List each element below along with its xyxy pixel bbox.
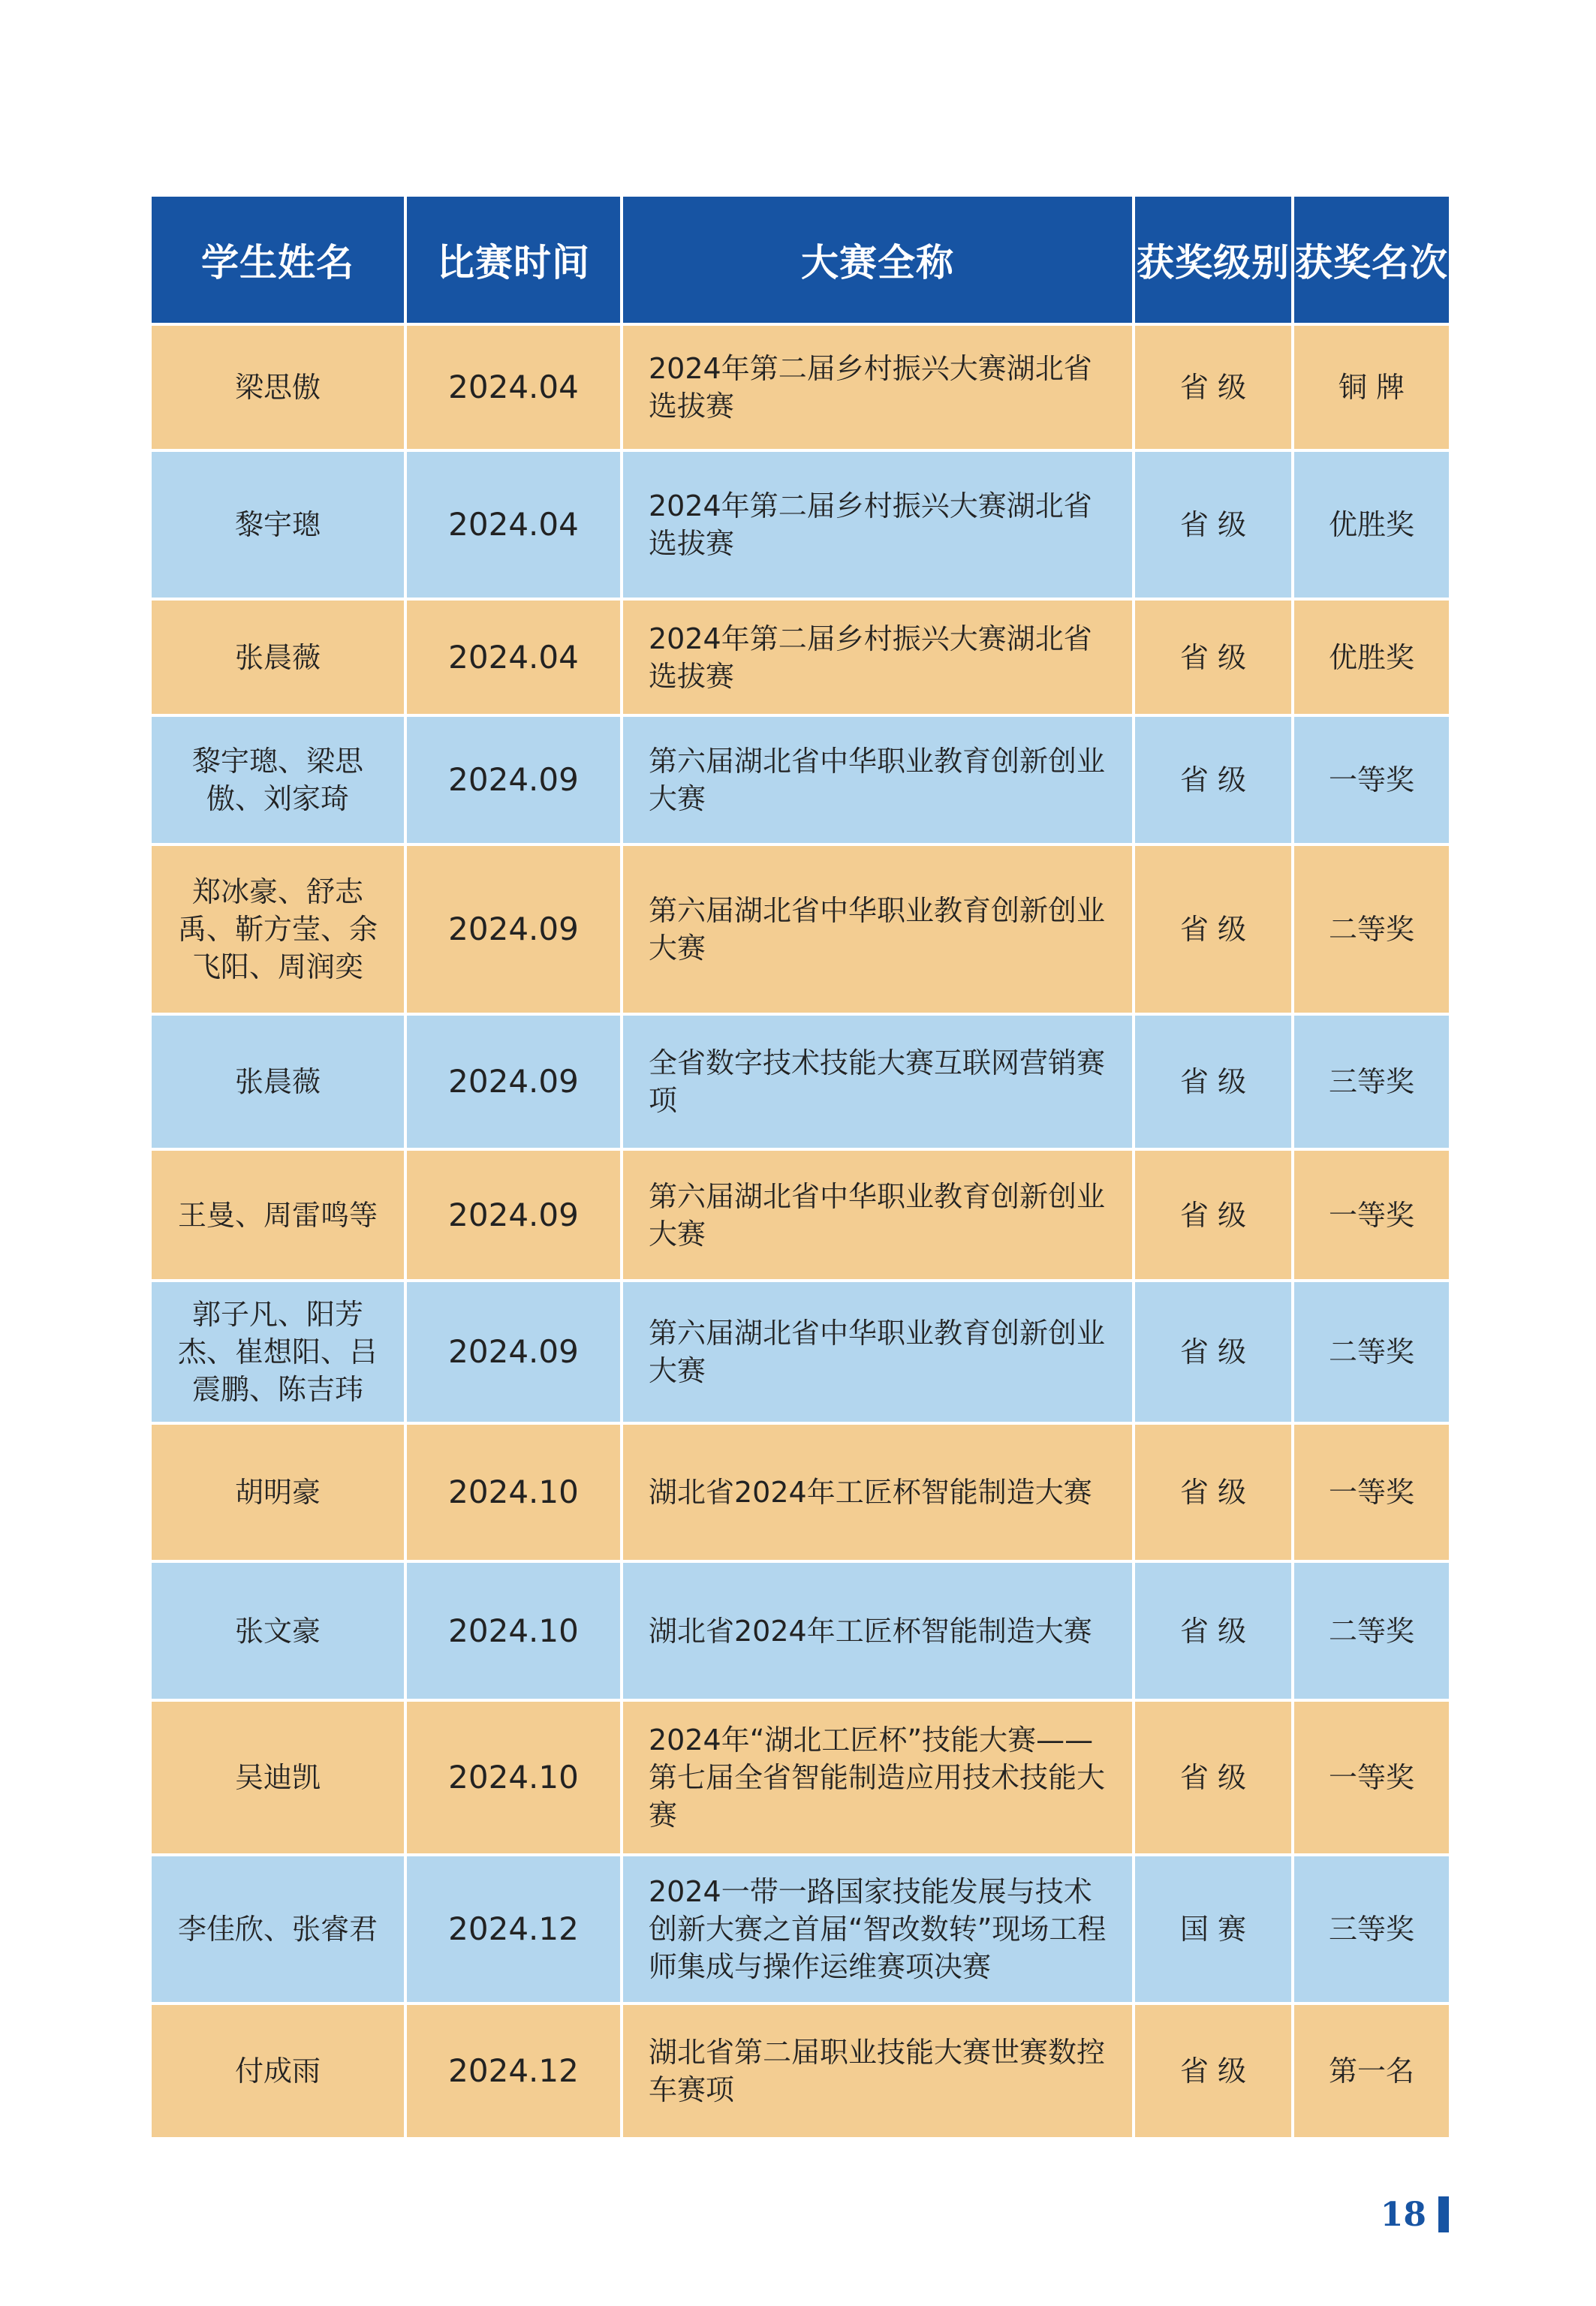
- table-row: [150, 599, 1450, 715]
- header-award-level: 获奖级别: [1134, 195, 1293, 324]
- competition-cell: 第六届湖北省中华职业教育创新创业大赛: [622, 844, 1134, 1014]
- student-names-cell: 郑冰豪、舒志禹、靳方莹、余飞阳、周润奕: [150, 844, 405, 1014]
- level-cell: 省 级: [1134, 1281, 1293, 1423]
- header-competition-date: 比赛时间: [405, 195, 622, 324]
- student-names-cell: 张晨薇: [150, 1014, 405, 1149]
- level-cell: 省 级: [1134, 450, 1293, 599]
- date-cell: 2024.10: [405, 1561, 622, 1700]
- competition-cell: 第六届湖北省中华职业教育创新创业大赛: [622, 1281, 1134, 1423]
- table-row: [150, 1561, 1450, 1700]
- page-number: [1381, 2192, 1449, 2237]
- table-row: [150, 1149, 1450, 1281]
- date-cell: 2024.04: [405, 599, 622, 715]
- competition-cell: 湖北省2024年工匠杯智能制造大赛: [622, 1423, 1134, 1561]
- rank-cell: 一等奖: [1293, 1423, 1450, 1561]
- student-names-cell: 张文豪: [150, 1561, 405, 1700]
- rank-cell: 铜 牌: [1293, 324, 1450, 450]
- date-cell: 2024.09: [405, 1014, 622, 1149]
- table-row: [150, 324, 1450, 450]
- date-cell: 2024.12: [405, 2003, 622, 2139]
- level-cell: 省 级: [1134, 1149, 1293, 1281]
- page-number-text: 18: [1380, 2195, 1426, 2234]
- rank-cell: 一等奖: [1293, 715, 1450, 844]
- competition-cell: 湖北省2024年工匠杯智能制造大赛: [622, 1561, 1134, 1700]
- level-cell: 省 级: [1134, 2003, 1293, 2139]
- student-names-cell: 黎宇璁: [150, 450, 405, 599]
- competition-cell: 第六届湖北省中华职业教育创新创业大赛: [622, 715, 1134, 844]
- rank-cell: 一等奖: [1293, 1149, 1450, 1281]
- rank-cell: 优胜奖: [1293, 450, 1450, 599]
- date-cell: 2024.04: [405, 324, 622, 450]
- rank-cell: 二等奖: [1293, 1561, 1450, 1700]
- competition-cell: 全省数字技术技能大赛互联网营销赛项: [622, 1014, 1134, 1149]
- level-cell: 省 级: [1134, 1014, 1293, 1149]
- table-row: [150, 1700, 1450, 1855]
- date-cell: 2024.09: [405, 844, 622, 1014]
- rank-cell: 三等奖: [1293, 1855, 1450, 2003]
- level-cell: 省 级: [1134, 1561, 1293, 1700]
- table-row: [150, 1423, 1450, 1561]
- rank-cell: 第一名: [1293, 2003, 1450, 2139]
- header-competition-name: 大赛全称: [622, 195, 1134, 324]
- rank-cell: 二等奖: [1293, 844, 1450, 1014]
- student-names-cell: 李佳欣、张睿君: [150, 1855, 405, 2003]
- table-row: [150, 1281, 1450, 1423]
- student-names-cell: 吴迪凯: [150, 1700, 405, 1855]
- table-header-row: [150, 195, 1450, 324]
- rank-cell: 优胜奖: [1293, 599, 1450, 715]
- date-cell: 2024.12: [405, 1855, 622, 2003]
- student-names-cell: 胡明豪: [150, 1423, 405, 1561]
- date-cell: 2024.10: [405, 1423, 622, 1561]
- level-cell: 省 级: [1134, 1700, 1293, 1855]
- table-row: [150, 450, 1450, 599]
- table-row: [150, 1855, 1450, 2003]
- level-cell: 省 级: [1134, 324, 1293, 450]
- competition-cell: 2024年第二届乡村振兴大赛湖北省选拔赛: [622, 324, 1134, 450]
- competition-cell: 2024年第二届乡村振兴大赛湖北省选拔赛: [622, 450, 1134, 599]
- student-names-cell: 付成雨: [150, 2003, 405, 2139]
- page-number-bar: [1438, 2196, 1449, 2232]
- rank-cell: 二等奖: [1293, 1281, 1450, 1423]
- table-row: [150, 2003, 1450, 2139]
- student-names-cell: 张晨薇: [150, 599, 405, 715]
- header-award-rank: 获奖名次: [1293, 195, 1450, 324]
- student-names-cell: 郭子凡、阳芳杰、崔想阳、吕震鹏、陈吉玮: [150, 1281, 405, 1423]
- rank-cell: 三等奖: [1293, 1014, 1450, 1149]
- header-student-name: 学生姓名: [150, 195, 405, 324]
- rank-cell: 一等奖: [1293, 1700, 1450, 1855]
- student-names-cell: 黎宇璁、梁思傲、刘家琦: [150, 715, 405, 844]
- competition-cell: 湖北省第二届职业技能大赛世赛数控车赛项: [622, 2003, 1134, 2139]
- level-cell: 省 级: [1134, 844, 1293, 1014]
- date-cell: 2024.09: [405, 1149, 622, 1281]
- level-cell: 国 赛: [1134, 1855, 1293, 2003]
- date-cell: 2024.10: [405, 1700, 622, 1855]
- level-cell: 省 级: [1134, 1423, 1293, 1561]
- competition-cell: 2024一带一路国家技能发展与技术创新大赛之首届“智改数转”现场工程师集成与操作运维赛项决赛: [622, 1855, 1134, 2003]
- competition-cell: 2024年第二届乡村振兴大赛湖北省选拔赛: [622, 599, 1134, 715]
- date-cell: 2024.04: [405, 450, 622, 599]
- competition-cell: 2024年“湖北工匠杯”技能大赛——第七届全省智能制造应用技术技能大赛: [622, 1700, 1134, 1855]
- table-row: [150, 844, 1450, 1014]
- student-names-cell: 梁思傲: [150, 324, 405, 450]
- student-names-cell: 王曼、周雷鸣等: [150, 1149, 405, 1281]
- competition-cell: 第六届湖北省中华职业教育创新创业大赛: [622, 1149, 1134, 1281]
- date-cell: 2024.09: [405, 1281, 622, 1423]
- table-row: [150, 1014, 1450, 1149]
- date-cell: 2024.09: [405, 715, 622, 844]
- level-cell: 省 级: [1134, 715, 1293, 844]
- awards-table: [149, 194, 1452, 2140]
- table-row: [150, 715, 1450, 844]
- level-cell: 省 级: [1134, 599, 1293, 715]
